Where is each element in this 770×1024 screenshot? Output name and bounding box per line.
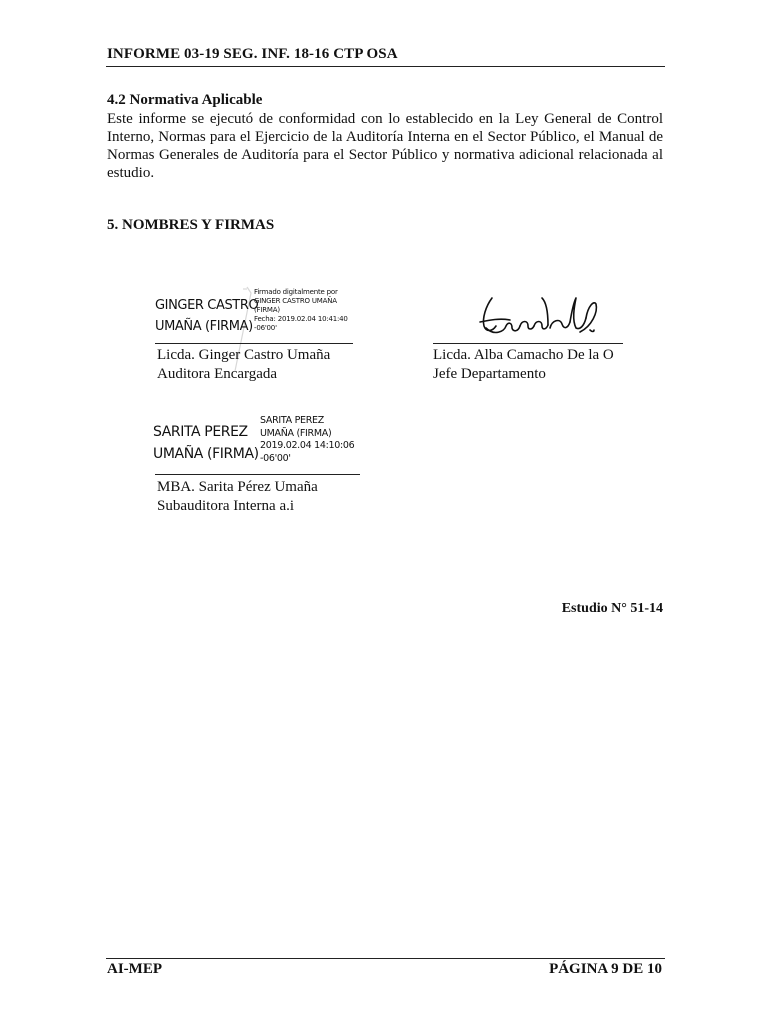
signer-role: Jefe Departamento [433, 366, 546, 382]
stamp-detail-line: UMAÑA (FIRMA) [260, 427, 332, 439]
page-number: PÁGINA 9 DE 10 [549, 961, 662, 977]
section-4-2-body [107, 110, 663, 182]
stamp-detail-line: SARITA PEREZ [260, 415, 324, 426]
sarita-signature-line [155, 474, 360, 475]
ginger-stamp-name [155, 295, 258, 337]
section-4-2-heading: 4.2 Normativa Aplicable [107, 92, 263, 108]
signer-name: Licda. Ginger Castro Umaña [157, 347, 331, 363]
document-header-title: INFORME 03-19 SEG. INF. 18-16 CTP OSA [107, 46, 398, 62]
body-line: Normas Generales de Auditoría para el Sector Público y normativa adicional relacionada al [107, 147, 663, 163]
stamp-detail-line: Fecha: 2019.02.04 10:41:40 [254, 315, 348, 323]
stamp-name-line: GINGER CASTRO [155, 298, 259, 313]
header-divider [106, 66, 665, 67]
sarita-stamp-details [260, 415, 354, 465]
signer-name: MBA. Sarita Pérez Umaña [157, 479, 318, 495]
stamp-name-line: UMAÑA (FIRMA) [155, 319, 253, 334]
body-line: Interno, Normas para el Ejercicio de la Auditoría Interna en el Sector Público, el Manual de [107, 129, 663, 145]
section-5-heading: 5. NOMBRES Y FIRMAS [107, 217, 275, 233]
footer-left: AI-MEP [107, 961, 162, 977]
stamp-detail-line: -06'00' [254, 324, 277, 332]
alba-signature-line [433, 343, 623, 344]
ginger-stamp-details [254, 288, 348, 333]
stamp-name-line: UMAÑA (FIRMA) [153, 446, 259, 462]
alba-signature-block [433, 346, 614, 384]
stamp-detail-line: GINGER CASTRO UMAÑA [254, 297, 337, 305]
ginger-signature-line [155, 343, 353, 344]
handwritten-signature-icon [476, 292, 606, 342]
stamp-detail-line: -06'00' [260, 452, 291, 464]
footer-divider [106, 958, 665, 959]
signer-name: Licda. Alba Camacho De la O [433, 347, 614, 363]
sarita-signature-block [157, 478, 318, 516]
stamp-detail-line: Firmado digitalmente por [254, 288, 338, 296]
signer-role: Auditora Encargada [157, 366, 278, 382]
stamp-name-line: SARITA PEREZ [153, 424, 248, 440]
body-line: estudio. [107, 165, 155, 181]
sarita-stamp-name [153, 421, 259, 465]
signer-role: Subauditora Interna a.i [157, 498, 295, 514]
ginger-signature-block [157, 346, 330, 384]
stamp-detail-line: (FIRMA) [254, 306, 280, 314]
body-line: Este informe se ejecutó de conformidad con lo establecido en la Ley General de Control [107, 111, 663, 127]
stamp-detail-line: 2019.02.04 14:10:06 [260, 440, 355, 451]
study-number: Estudio N° 51-14 [561, 601, 663, 616]
